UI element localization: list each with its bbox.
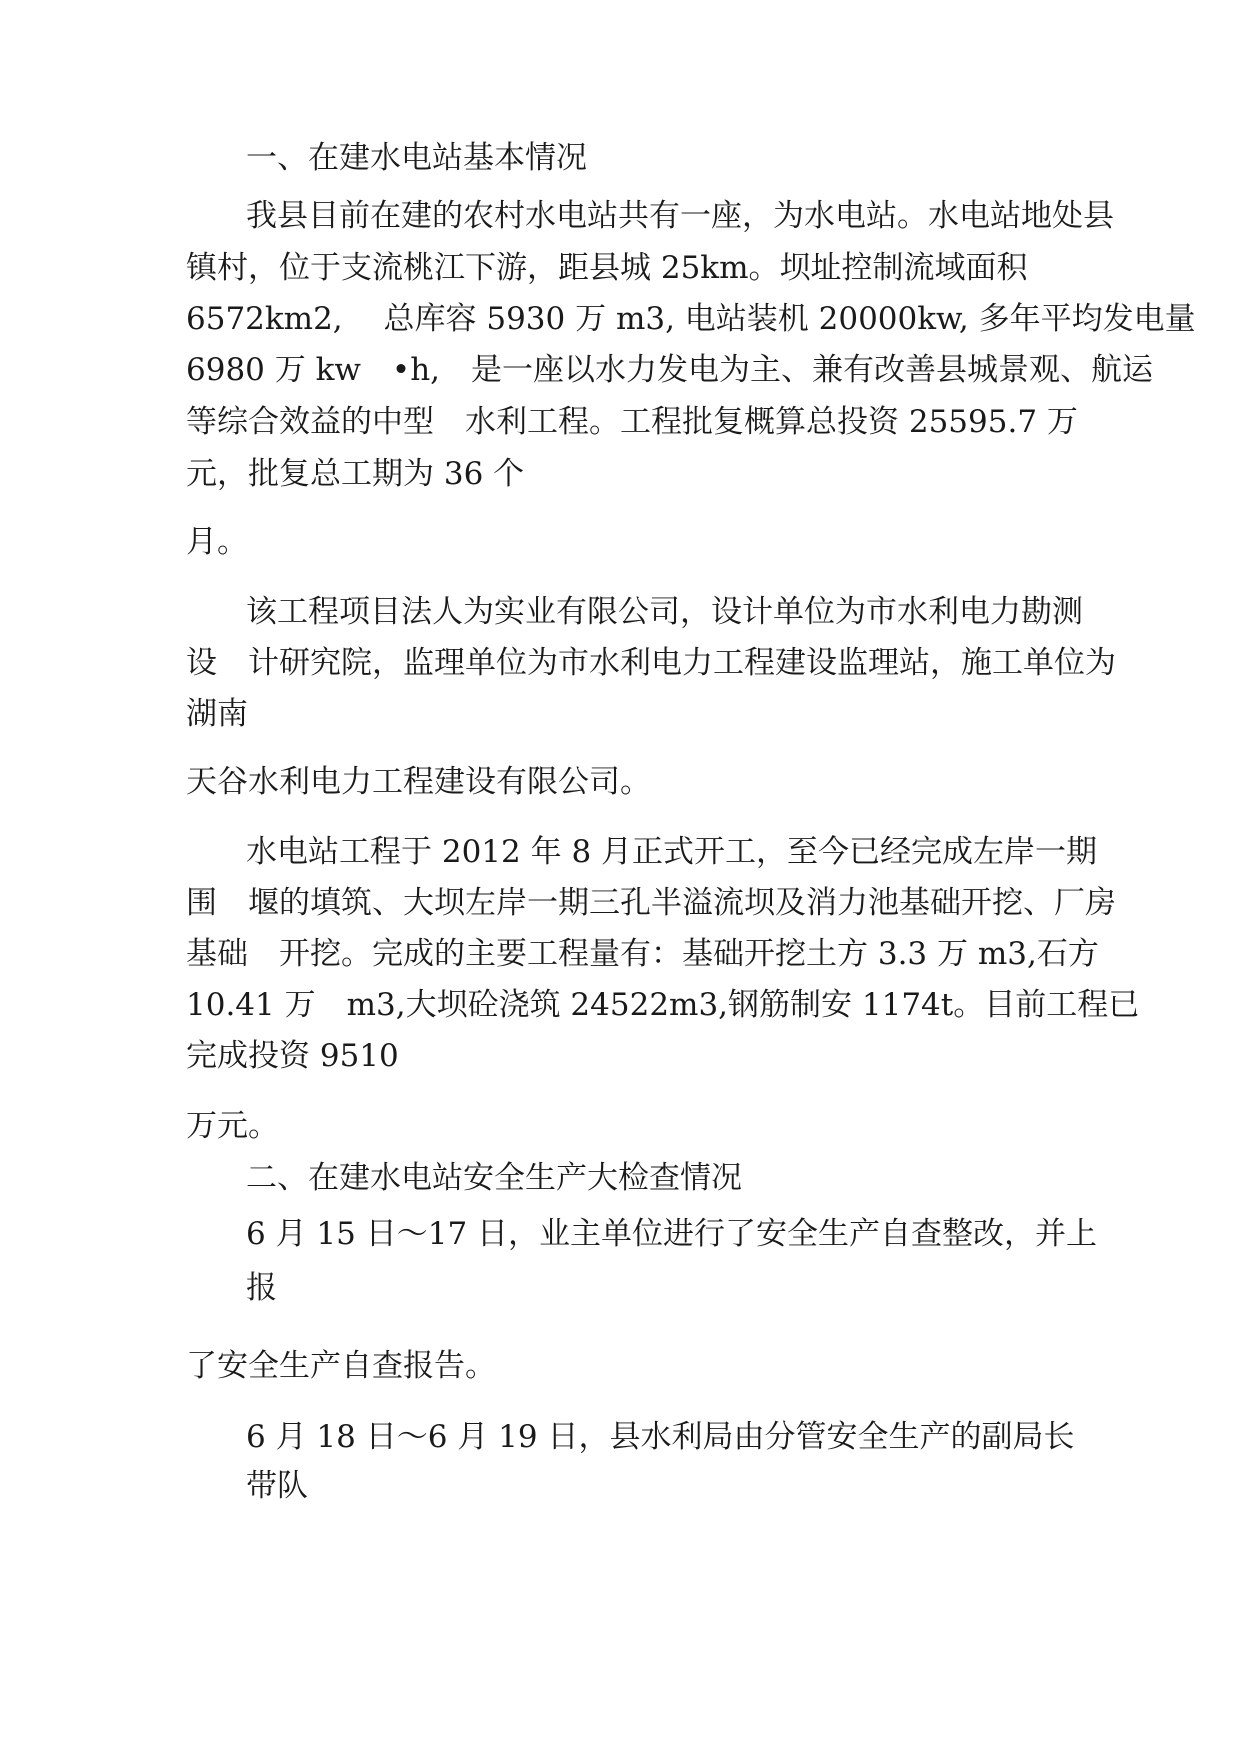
paragraph-3-line-2: 围 堰的填筑、大坝左岸一期三孔半溢流坝及消力池基础开挖、厂房 <box>186 885 1116 921</box>
paragraph-3-line-4: 10.41 万 m3,大坝砼浇筑 24522m3,钢筋制安 1174t。目前工程已 <box>186 987 1140 1023</box>
paragraph-1-line-5: 等综合效益的中型 水利工程。工程批复概算总投资 25595.7 万 <box>186 404 1078 440</box>
paragraph-5-line-1: 6 月 18 日～6 月 19 日，县水利局由分管安全生产的副局长 <box>246 1419 1075 1455</box>
paragraph-2-line-4: 天谷水利电力工程建设有限公司。 <box>186 764 651 800</box>
paragraph-4-line-1: 6 月 15 日～17 日，业主单位进行了安全生产自查整改，并上 <box>246 1216 1098 1252</box>
paragraph-3-line-5: 完成投资 9510 <box>186 1038 399 1074</box>
paragraph-1-line-2: 镇村，位于支流桃江下游，距县城 25km。坝址控制流域面积 <box>186 250 1028 286</box>
section-heading-2: 二、在建水电站安全生产大检查情况 <box>246 1160 742 1196</box>
paragraph-5-line-2: 带队 <box>246 1468 308 1504</box>
paragraph-1-line-4: 6980 万 kw •h, 是一座以水力发电为主、兼有改善县城景观、航运 <box>186 352 1154 388</box>
paragraph-1-line-3: 6572km2, 总库容 5930 万 m3, 电站装机 20000kw, 多年平均发电量 <box>186 301 1196 337</box>
paragraph-4-line-3: 了安全生产自查报告。 <box>186 1348 496 1384</box>
section-heading-1: 一、在建水电站基本情况 <box>246 140 587 176</box>
paragraph-3-line-6: 万元。 <box>186 1108 279 1144</box>
paragraph-1-line-1: 我县目前在建的农村水电站共有一座，为水电站。水电站地处县 <box>246 198 1114 234</box>
paragraph-1-line-7: 月。 <box>186 524 248 560</box>
paragraph-4-line-2: 报 <box>246 1270 277 1306</box>
paragraph-2-line-2: 设 计研究院，监理单位为市水利电力工程建设监理站，施工单位为 <box>186 645 1116 681</box>
paragraph-3-line-3: 基础 开挖。完成的主要工程量有：基础开挖土方 3.3 万 m3,石方 <box>186 936 1099 972</box>
paragraph-1-line-6: 元，批复总工期为 36 个 <box>186 456 525 492</box>
paragraph-3-line-1: 水电站工程于 2012 年 8 月正式开工，至今已经完成左岸一期 <box>246 834 1098 870</box>
paragraph-2-line-3: 湖南 <box>186 696 248 732</box>
paragraph-2-line-1: 该工程项目法人为实业有限公司，设计单位为市水利电力勘测 <box>246 594 1083 630</box>
